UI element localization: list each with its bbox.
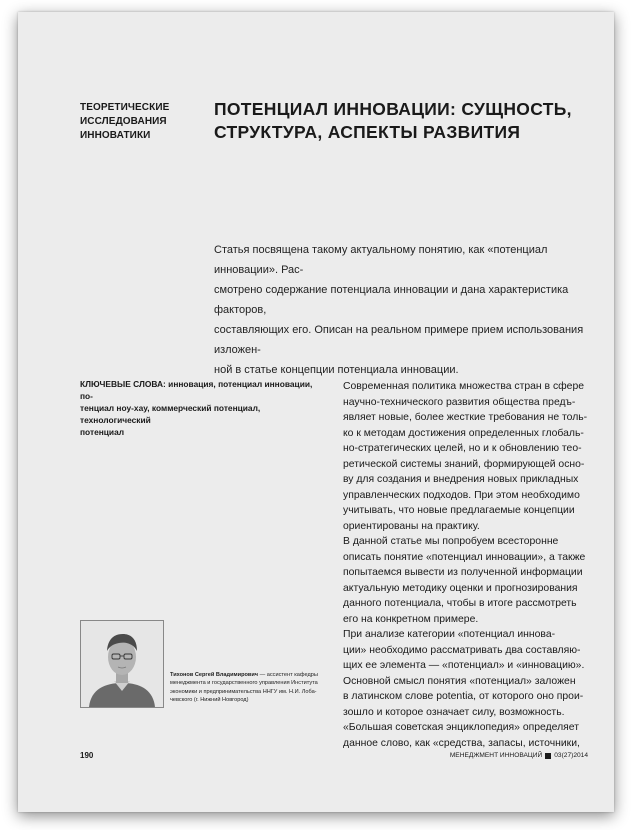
author-bio <box>170 671 330 705</box>
square-separator-icon <box>545 753 551 759</box>
article-abstract: Статья посвящена такому актуальному понятию, как «потенциал инновации». Рас- смотрено содержание потенциала инновации и дана характеристика факторов, составляющих его. Описан на реальном примере прием использования изложен- ной в статье концепции потенциала инновации. <box>214 244 584 376</box>
author-name: Тихонов Сергей Владимирович <box>170 672 259 678</box>
article-body: Современная политика множества стран в сфере научно-технического развития общества предъ- являет новые, более жесткие требования не толь- ко к методам достижения определенных глобаль- но-стратегических целей, но и к обновлению тео- ретической системы знаний, формирующей осно- ву для создания и внедрения новых прикладных управленческих подходов. При этом необходимо учитывать, что новые предлагаемые концепции ориентированы на практику. В данной статье мы попробуем всесторонне описать понятие «потенциал инновации», а также попытаемся вывести из полученной информации актуальную методику оценки и прогнозирования данного потенциала, чтобы в итоге рассмотреть его на конкретном примере. При анализе категории «потенциал иннова- ции» необходимо рассматривать два составляю- щих ее элемента — «потенциал» и «инновацию». Основной смысл понятия «потенциал» заложен в латинском слове potentia, от которого оно прои- зошло и которое означает силу, возможность. «Большая советская энциклопедия» определяет данное слово, как «средства, запасы, источники, <box>343 381 588 749</box>
journal-name: МЕНЕДЖМЕНТ ИННОВАЦИЙ <box>449 752 543 759</box>
journal-footer <box>450 751 588 761</box>
article-title: ПОТЕНЦИАЛ ИННОВАЦИИ: СУЩНОСТЬ, СТРУКТУРА, АСПЕКТЫ РАЗВИТИЯ <box>214 99 572 142</box>
keywords: КЛЮЧЕВЫЕ СЛОВА: инновация, потенциал инновации, по- тенциал ноу-хау, коммерческий потенциал, технологический потенциал <box>80 379 313 437</box>
section-label: ТЕОРЕТИЧЕСКИЕ ИССЛЕДОВАНИЯ ИННОВАТИКИ <box>80 102 170 141</box>
author-photo <box>80 620 164 708</box>
journal-page <box>18 12 614 812</box>
author-portrait-image <box>81 621 163 707</box>
page-number: 190 <box>80 751 94 760</box>
author-description: — ассистент кафедры менеджмента и государственного управления Института экономики и предпринимательства ННГУ им. Н.И. Лоба-чевского (г. Нижний Новгород) <box>170 672 318 704</box>
journal-issue: 03(27)2014 <box>554 752 588 759</box>
